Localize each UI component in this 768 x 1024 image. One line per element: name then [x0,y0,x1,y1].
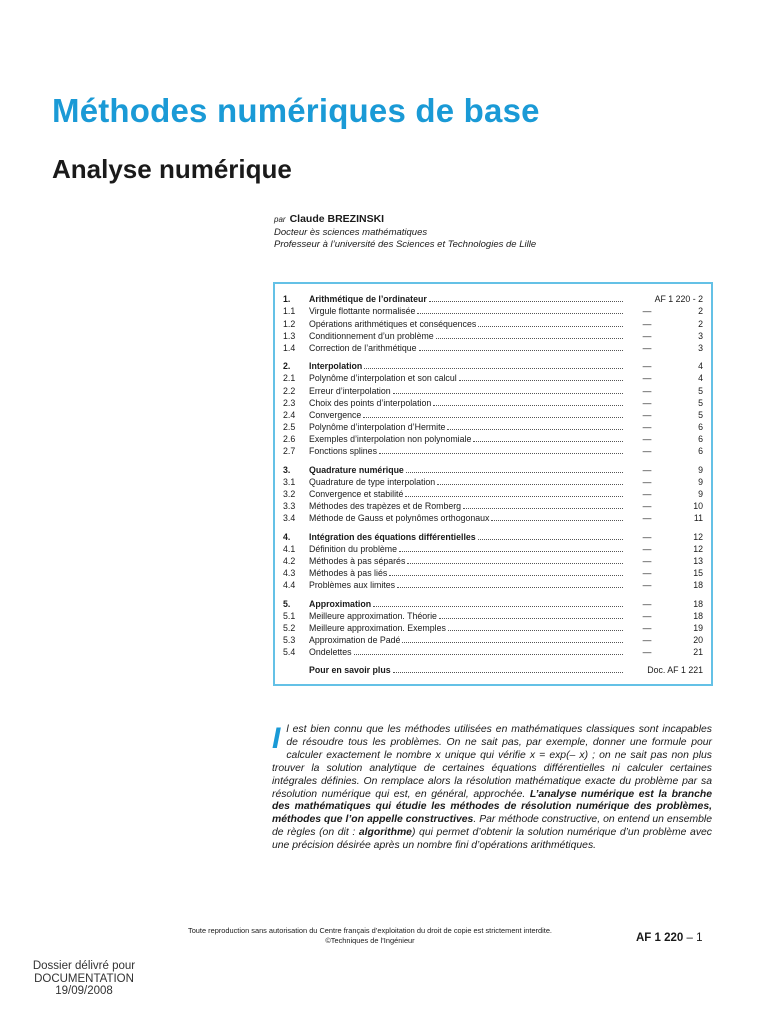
toc-page-reference: Doc. AF 1 221 [647,665,703,676]
page-code: AF 1 220 [636,932,684,944]
toc-entry-label: Fonctions splines [309,446,377,457]
toc-entry-number: 3. [283,464,291,475]
toc-entry-number: 2.3 [283,397,296,408]
table-of-contents [273,282,713,686]
toc-entry[interactable] [283,421,703,433]
toc-entry-page [625,421,703,433]
toc-entry-label: Approximation de Padé [309,635,401,646]
stamp-date: 19/09/2008 [55,985,113,997]
toc-leader-dots [364,368,623,369]
toc-entry-page [625,488,703,500]
toc-entry-label: Méthodes des trapèzes et de Romberg [309,501,462,512]
toc-entry-page [625,598,703,610]
intro-bold-1: L’analyse numérique est la branche des mathématiques qui étudie les méthodes de résolution numérique des problèmes, méthodes que l’on appelle constructives [272,788,712,826]
toc-page-dash: — [642,513,652,524]
toc-entry-label: Intégration des équations différentielles [309,531,476,542]
toc-leader-dots [419,350,623,351]
toc-entry-number: 2.1 [283,373,296,384]
toc-entry[interactable] [283,293,703,305]
document-subtitle: Analyse numérique [52,154,292,184]
toc-entry-label: Virgule flottante normalisée [309,306,416,317]
toc-page-number: 18 [693,598,703,609]
toc-page-dash: — [642,318,652,329]
toc-leader-dots [393,672,623,673]
toc-entry[interactable] [283,512,703,524]
toc-page-dash: — [642,580,652,591]
toc-section [283,530,703,591]
toc-entry[interactable] [283,634,703,646]
toc-leader-dots [389,575,623,576]
copyright-notice [130,926,610,945]
toc-entry[interactable] [283,543,703,555]
toc-page-number: 13 [693,555,703,566]
toc-entry-label: Choix des points d’interpolation [309,397,432,408]
toc-entry[interactable] [283,610,703,622]
toc-page-dash: — [642,446,652,457]
toc-page-dash: — [642,385,652,396]
toc-entry-number: 2.6 [283,434,296,445]
toc-entry[interactable] [283,476,703,488]
toc-section [283,360,703,458]
toc-entry[interactable] [283,330,703,342]
toc-entry[interactable] [283,305,703,317]
toc-page-number: 6 [698,446,703,457]
toc-entry-page [625,646,703,658]
toc-entry-number: 4.3 [283,568,296,579]
toc-entry[interactable] [283,397,703,409]
toc-entry-number: 2.7 [283,446,296,457]
toc-entry-label: Quadrature de type interpolation [309,476,436,487]
toc-entry-page [625,567,703,579]
toc-entry-page [625,543,703,555]
toc-entry-page [625,360,703,372]
intro-text-2: . Par méthode constructive, on entend un ensemble de règles (on dit : [272,814,712,839]
toc-leader-dots [473,441,623,442]
intro-text-1: l est bien connu que les méthodes utilisées en mathématiques classiques sont incapables de résoudre tous les problèmes. On ne sait pas, par exemple, donner une formule pour calculer exactement le nombre x unique qui vérifie x = exp(– x) ; on ne sait pas non plus trouver la solution analytique de certaines équations différentielles ni calculer certaines intégrales définies. On remplace alors la résolution mathématique exacte du problème par sa résolution numérique qui est, en général, approchée. [272,724,712,800]
toc-page-number: 10 [693,501,703,512]
toc-entry-label: Correction de l’arithmétique [309,342,417,353]
toc-entry-number: 1. [283,294,291,305]
toc-page-number: 11 [693,513,703,524]
toc-page-dash: — [642,501,652,512]
toc-leader-dots [463,508,623,509]
toc-page-number: 5 [698,385,703,396]
toc-section [283,293,703,354]
toc-entry[interactable] [283,664,703,676]
toc-entry-label: Polynôme d’interpolation et son calcul [309,373,457,384]
toc-entry-number: 2.5 [283,422,296,433]
toc-entry-number: 1.4 [283,342,296,353]
toc-entry-page [625,409,703,421]
toc-page-dash: — [642,397,652,408]
toc-page-number: 2 [698,306,703,317]
toc-entry-number: 2.2 [283,385,296,396]
toc-entry-page [625,579,703,591]
page-separator: – [683,932,697,944]
toc-leader-dots [407,563,623,564]
toc-entry[interactable] [283,579,703,591]
toc-leader-dots [448,630,623,631]
toc-page-dash: — [642,476,652,487]
toc-leader-dots [447,429,623,430]
toc-entry-page [625,330,703,342]
toc-page-dash: — [642,635,652,646]
author-title-2: Professeur à l’université des Sciences et Technologies de Lille [274,239,537,250]
toc-entry[interactable] [283,409,703,421]
toc-leader-dots [373,606,623,607]
toc-entry-label: Définition du problème [309,543,398,554]
toc-page-dash: — [642,306,652,317]
toc-leader-dots [405,496,623,497]
toc-page-number: 6 [698,422,703,433]
toc-entry[interactable] [283,433,703,445]
toc-page-dash: — [642,373,652,384]
toc-page-number: 21 [693,647,703,658]
toc-entry[interactable] [283,567,703,579]
toc-leader-dots [478,539,623,540]
toc-entry-page [625,433,703,445]
toc-entry-page [625,555,703,567]
toc-entry-label: Approximation [309,598,372,609]
toc-entry-number: 1.3 [283,330,296,341]
page-number: 1 [696,932,703,944]
toc-entry[interactable] [283,530,703,542]
toc-leader-dots [436,338,623,339]
toc-leader-dots [491,520,623,521]
toc-entry[interactable] [283,445,703,457]
toc-entry[interactable] [283,555,703,567]
toc-entry-label: Exemples d’interpolation non polynomiale [309,434,472,445]
toc-entry[interactable] [283,342,703,354]
toc-leader-dots [399,551,623,552]
toc-page-number: 5 [698,397,703,408]
stamp-line-2: DOCUMENTATION [34,972,134,985]
toc-entry-label: Méthodes à pas liés [309,568,388,579]
toc-entry[interactable] [283,597,703,609]
toc-entry-page [625,397,703,409]
toc-leader-dots [433,405,623,406]
delivery-stamp [14,960,154,998]
toc-page-dash: — [642,622,652,633]
toc-entry[interactable] [283,622,703,634]
toc-entry-page [625,464,703,476]
toc-entry-page [625,445,703,457]
toc-page-number: 18 [693,580,703,591]
toc-page-dash: — [642,342,652,353]
toc-page-number: 4 [698,361,703,372]
toc-entry-page [625,500,703,512]
toc-page-dash: — [642,464,652,475]
drop-cap: I [272,722,281,755]
toc-section [283,597,703,658]
toc-entry-number: 4.2 [283,555,296,566]
intro-text-3: ) qui permet d’obtenir la solution numérique d’un problème avec une précision désirée après un nombre fini d’opérations arithmétiques. [272,827,712,852]
toc-page-number: 4 [698,373,703,384]
toc-leader-dots [429,301,623,302]
toc-entry-number: 3.2 [283,489,296,499]
toc-entry-number: 3.3 [283,501,296,512]
toc-entry-label: Meilleure approximation. Exemples [309,622,446,633]
toc-page-number: 9 [698,464,703,475]
toc-leader-dots [439,618,623,619]
toc-page-number: 3 [698,342,703,353]
toc-entry-label: Problèmes aux limites [309,580,396,591]
toc-page-reference: AF 1 220 - 2 [654,294,703,305]
toc-page-number: 5 [698,409,703,420]
author-block [274,213,536,252]
toc-leader-dots [397,587,623,588]
toc-entry-label: Polynôme d’interpolation d’Hermite [309,422,446,433]
toc-entry-page [625,634,703,646]
toc-leader-dots [354,654,623,655]
toc-section [283,664,703,676]
toc-entry-label: Meilleure approximation. Théorie [309,610,437,621]
toc-entry-label: Convergence et stabilité [309,489,404,499]
toc-page-dash: — [642,598,652,609]
toc-page-number: 18 [693,610,703,621]
toc-entry-number: 2.4 [283,409,296,420]
toc-leader-dots [478,326,623,327]
toc-leader-dots [402,642,623,643]
toc-entry[interactable] [283,317,703,329]
toc-entry[interactable] [283,372,703,384]
toc-entry-page [625,372,703,384]
stamp-line-1: Dossier délivré pour [32,960,136,972]
toc-leader-dots [393,393,623,394]
toc-entry-label: Ondelettes [309,647,352,658]
toc-entry-page [625,476,703,488]
toc-entry-number: 1.1 [283,306,296,317]
toc-page-dash: — [642,543,652,554]
toc-entry-number: 5.4 [283,647,296,658]
toc-entry-label: Quadrature numérique [309,464,404,475]
toc-leader-dots [417,313,623,314]
toc-entry[interactable] [283,360,703,372]
toc-page-number: 9 [698,476,703,487]
toc-entry-label: Méthode de Gauss et polynômes orthogonaux [309,513,490,524]
intro-bold-2: algorithme [358,827,412,839]
toc-entry-page [625,342,703,354]
toc-section [283,463,703,524]
toc-entry-number: 3.1 [283,476,296,487]
toc-page-dash: — [642,647,652,658]
toc-entry-number: 4.1 [283,543,296,554]
toc-page-dash: — [642,422,652,433]
copyright-line-1: Toute reproduction sans autorisation du Centre français d’exploitation du droit de copie est strictement interdite. [188,926,552,935]
toc-page-dash: — [642,568,652,579]
document-title: Méthodes numériques de base [52,92,540,129]
toc-entry-label: Méthodes à pas séparés [309,555,406,566]
toc-entry-page [625,385,703,397]
toc-entry[interactable] [283,384,703,396]
toc-entry-number: 2. [283,361,291,372]
toc-entry-page [625,305,703,317]
toc-entry-number: 5. [283,598,291,609]
toc-entry-label: Erreur d’interpolation [309,385,391,396]
toc-entry-page [625,512,703,524]
toc-page-dash: — [642,531,652,542]
toc-page-number: 9 [698,489,703,499]
toc-page-dash: — [642,489,652,499]
toc-entry-label: Arithmétique de l’ordinateur [309,294,427,305]
toc-page-dash: — [642,610,652,621]
toc-entry-label: Convergence [309,409,362,420]
toc-entry-page [625,293,703,305]
toc-entry-number: 5.2 [283,622,296,633]
toc-page-number: 20 [693,635,703,646]
page-reference [636,932,703,944]
toc-leader-dots [406,472,623,473]
toc-page-number: 15 [693,568,703,579]
toc-entry-number: 3.4 [283,513,296,524]
toc-page-number: 19 [693,622,703,633]
toc-entry[interactable] [283,646,703,658]
toc-leader-dots [363,417,623,418]
toc-leader-dots [379,453,623,454]
toc-entry-label: Opérations arithmétiques et conséquences [309,318,477,329]
toc-entry-number: 5.1 [283,610,296,621]
toc-page-dash: — [642,361,652,372]
toc-entry-number: 1.2 [283,318,296,329]
toc-entry-label: Conditionnement d’un problème [309,330,434,341]
author-title-1: Docteur ès sciences mathématiques [274,226,428,238]
toc-page-dash: — [642,434,652,445]
toc-entry-label: Pour en savoir plus [309,665,391,676]
toc-leader-dots [437,484,623,485]
toc-leader-dots [459,380,623,381]
toc-page-dash: — [642,330,652,341]
author-par: par [274,215,286,224]
toc-page-dash: — [642,409,652,420]
toc-entry-page [625,610,703,622]
toc-entry-page [625,622,703,634]
toc-entry[interactable] [283,500,703,512]
toc-entry-page [625,531,703,543]
toc-entry-label: Interpolation [309,361,363,372]
toc-page-number: 2 [698,318,703,329]
toc-entry-page [625,318,703,330]
intro-paragraph [272,724,712,853]
toc-page-number: 3 [698,330,703,341]
toc-entry-number: 4. [283,531,291,542]
toc-page-dash: — [642,555,652,566]
toc-entry-number: 4.4 [283,580,296,591]
toc-entry-page [625,664,703,676]
toc-entry[interactable] [283,463,703,475]
toc-entry-number: 5.3 [283,635,296,646]
toc-entry[interactable] [283,488,703,500]
author-name: Claude BREZINSKI [289,213,385,225]
toc-page-number: 6 [698,434,703,445]
toc-page-number: 12 [693,531,703,542]
copyright-line-2: ©Techniques de l’Ingénieur [325,935,415,945]
toc-page-number: 12 [693,543,703,554]
